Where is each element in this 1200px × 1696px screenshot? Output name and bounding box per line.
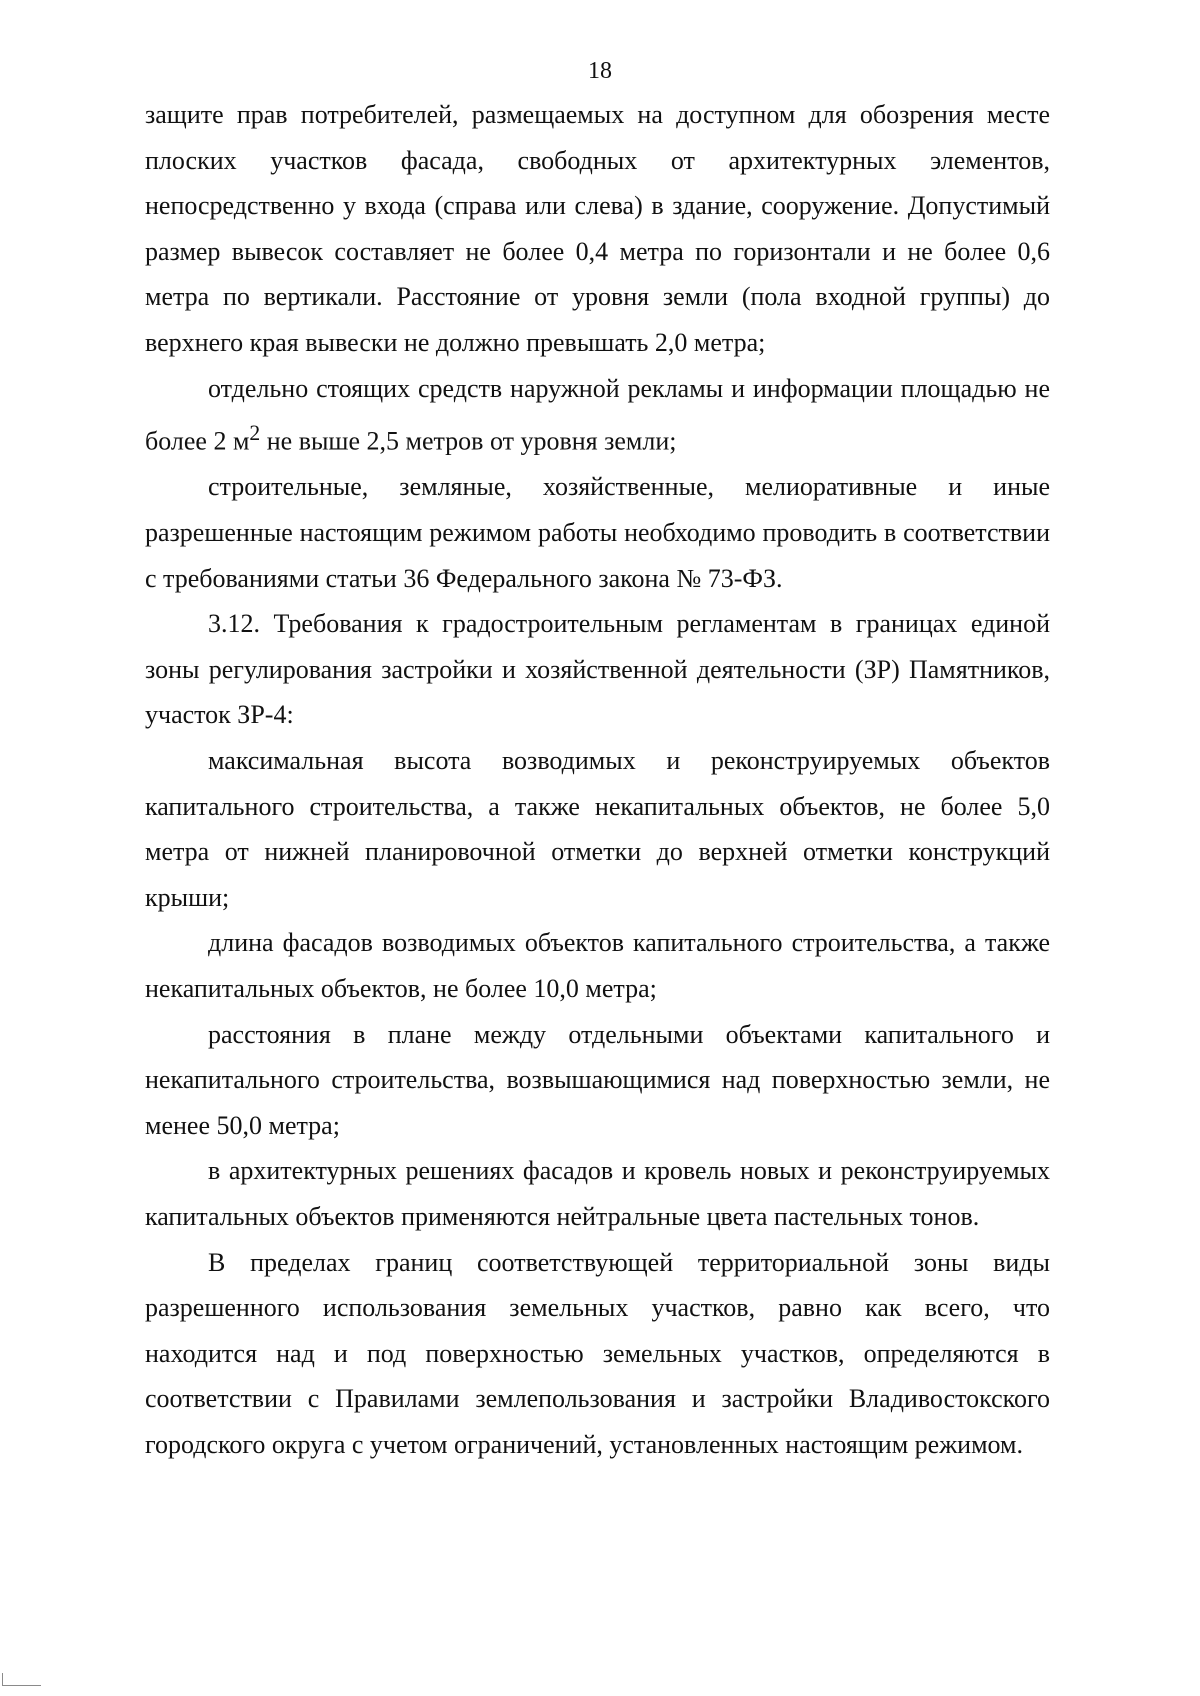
paragraph-signage-requirements: защите прав потребителей, размещаемых на доступном для обозрения месте плоских участков фасада, свободных от архитектурных элементов, непосредственно у входа (справа или слева) в здание, сооружение. Допустимый размер вывесок составляет не более 0,4 метра по горизонтали и не более 0,6 метра по вертикали. Расстояние от уровня земли (пола входной группы) до верхнего края вывески не должно превышать 2,0 метра; bbox=[145, 100, 1050, 357]
paragraph-max-height: максимальная высота возводимых и реконструируемых объектов капитального строительства, а также некапитальных объектов, не более 5,0 метра от нижней планировочной отметки до верхней отметки конструкций крыши; bbox=[145, 745, 1050, 912]
paragraph-text: не выше 2,5 метров от уровня земли; bbox=[260, 426, 677, 456]
scan-corner-mark bbox=[2, 1673, 41, 1686]
page-number: 18 bbox=[588, 58, 612, 84]
paragraph-section-3-12: 3.12. Требования к градостроительным регламентам в границах единой зоны регулирования застройки и хозяйственной деятельности (ЗР) Памятников, участок ЗР-4: bbox=[145, 609, 1050, 730]
paragraph-freestanding-advertising bbox=[145, 366, 1050, 465]
paragraph-facade-length: длина фасадов возводимых объектов капитального строительства, а также некапитальных объектов, не более 10,0 метра; bbox=[145, 928, 1050, 1003]
paragraph-colors: в архитектурных решениях фасадов и кровель новых и реконструируемых капитальных объектов применяются нейтральные цвета пастельных тонов. bbox=[145, 1156, 1050, 1231]
paragraph-text: отдельно стоящих средств наружной рекламы и информации площадью не более 2 м bbox=[145, 373, 1050, 456]
paragraph-land-use: В пределах границ соответствующей территориальной зоны виды разрешенного использования земельных участков, равно как всего, что находится над и под поверхностью земельных участков, определяются в соответствии с Правилами землепользования и застройки Владивостокского городского округа с учетом ограничений, установленных настоящим режимом. bbox=[145, 1247, 1050, 1459]
superscript: 2 bbox=[249, 421, 261, 446]
paragraph-earthworks: строительные, земляные, хозяйственные, мелиоративные и иные разрешенные настоящим режимом работы необходимо проводить в соответствии с требованиями статьи 36 Федерального закона № 73-ФЗ. bbox=[145, 472, 1050, 593]
document-body bbox=[145, 92, 1050, 1467]
paragraph-distance: расстояния в плане между отдельными объектами капитального и некапитального строительства, возвышающимися над поверхностью земли, не менее 50,0 метра; bbox=[145, 1019, 1050, 1140]
